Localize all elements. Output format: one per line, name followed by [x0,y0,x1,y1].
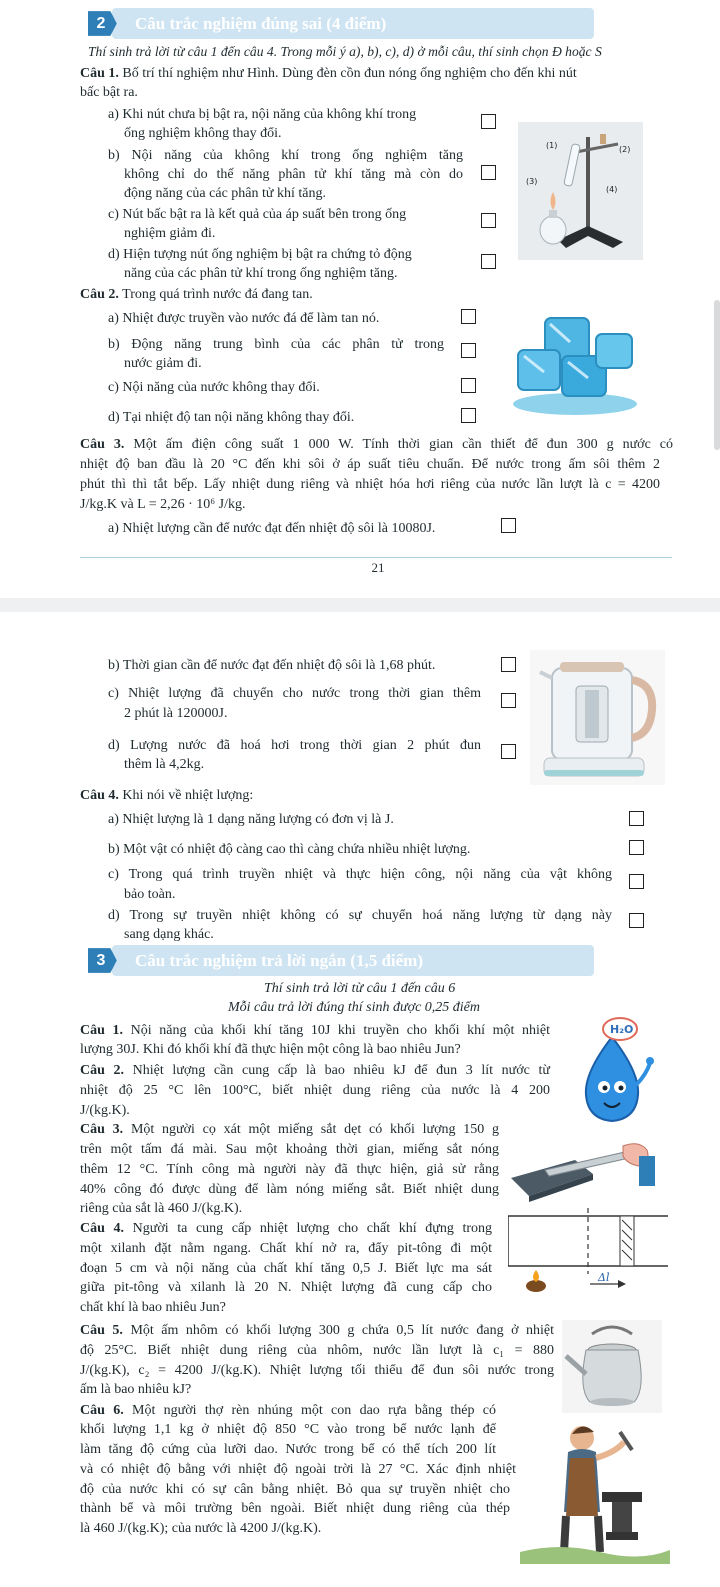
q1-a-checkbox[interactable] [481,114,496,129]
q3-option-d-cont: thêm là 4,2kg. [124,757,205,772]
h2o-label: H₂O [610,1023,634,1036]
blacksmith-figure [520,1412,670,1564]
section-3-instruction-2: Mỗi câu trả lời đúng thí sinh được 0,25 điểm [228,1000,481,1015]
q4-option-a: a) Nhiệt lượng là 1 dạng năng lượng có đơn vị là J. [108,812,394,827]
question-3-stem-4: J/kg.K và L = 2,26 · 10⁶ J/kg. [80,497,246,512]
s3-question-1-cont: lượng 30J. Khi đó khối khí đã thực hiện một công là bao nhiêu Jun? [80,1042,461,1057]
s3-question-4-cont4: chất khí là bao nhiêu Jun? [80,1300,226,1315]
s3-question-3: Câu 3. Một người cọ xát một miếng sắt dẹt có khối lượng 150 g [80,1122,500,1137]
s3-question-2-cont2: J/(kg.K). [80,1103,130,1118]
cylinder-piston-figure [508,1206,668,1298]
question-4-stem: Câu 4. Khi nói về nhiệt lượng: [80,788,254,803]
q3-option-d: d) Lượng nước đã hoá hơi trong thời gian 2 phút đun [108,738,481,753]
fig-label-3: (3) [526,177,538,186]
page-22 [0,612,720,1587]
ice-cubes-figure [510,312,640,417]
aluminum-kettle-figure [562,1320,662,1413]
q4-b-checkbox[interactable] [629,840,644,855]
q1-option-c-cont: nghiệm giảm đi. [124,226,216,241]
page-21 [0,0,720,598]
question-1-stem: Câu 1. Bố trí thí nghiệm như Hình. Dùng đèn cồn đun nóng ống nghiệm cho đến khi nút [80,66,577,81]
s3-question-3-cont3: 40% công đó được dùng để làm nóng miếng sắt. Biết nhiệt dung [80,1182,499,1197]
q3-option-b: b) Thời gian cần để nước đạt đến nhiệt độ sôi là 1,68 phút. [108,658,436,673]
section-2-title: Câu trắc nghiệm đúng sai (4 điểm) [135,14,387,33]
q1-option-d-cont: năng của các phân tử khí trong ống nghiệm tăng. [124,266,398,281]
test-tube-experiment-figure [518,122,643,260]
s3-question-6: Câu 6. Một người thợ rèn nhúng một con dao rựa bằng thép có [80,1403,497,1418]
s3-question-6-cont3: và có nhiệt độ bằng với nhiệt độ ngoài trời là 27 °C. Xác định nhiệt [80,1462,516,1477]
q4-option-d: d) Trong sự truyền nhiệt không có sự chuyển hoá năng lượng từ dạng này [108,908,612,923]
s3-question-2-cont: nhiệt độ 25 °C lên 100°C, biết nhiệt dung riêng của nước là 4 200 [80,1083,550,1098]
electric-kettle-figure [530,650,665,785]
q1-b-checkbox[interactable] [481,165,496,180]
page-footer-rule [80,557,672,558]
s3-question-3-cont2: thêm 12 °C. Tính công mà người này đã thực hiện, giả sử rằng [80,1162,499,1177]
q2-c-checkbox[interactable] [461,378,476,393]
q4-d-checkbox[interactable] [629,913,644,928]
iron-grinding-figure [505,1134,655,1206]
s3-question-6-cont5: thành bể và môi trường bên ngoài. Biết nhiệt dung riêng của thép [80,1501,510,1516]
s3-question-5-cont2: J/(kg.K), c₂ = 4200 J/(kg.K). Nhiệt lượng tối thiểu để đun sôi nước trong [80,1363,554,1378]
q1-option-b-cont: không chỉ do thế năng phân tử khí tăng mà còn do [124,167,463,182]
s3-question-1: Câu 1. Nội năng của khối khí tăng 10J khi truyền cho khối khí một nhiệt [80,1023,550,1038]
q4-a-checkbox[interactable] [629,811,644,826]
q1-option-a-cont: ống nghiệm không thay đổi. [124,126,282,141]
q4-option-b: b) Một vật có nhiệt độ càng cao thì càng chứa nhiều nhiệt lượng. [108,842,471,857]
q3-option-c-cont: 2 phút là 120000J. [124,706,228,721]
q3-c-checkbox[interactable] [501,693,516,708]
s3-question-6-cont6: là 460 J/(kg.K); của nước là 4200 J/(kg.K). [80,1521,322,1536]
q2-d-checkbox[interactable] [461,408,476,423]
section-2-number: 2 [96,15,106,32]
question-3-stem-2: nhiệt độ ban đầu là 20 °C đến khi sôi ở áp suất tiêu chuẩn. Để nước trong ấm sôi thêm 2 [80,457,660,472]
s3-question-6-cont: khối lượng 1,1 kg ở nhiệt độ 850 °C vào trong bể nước lạnh để [80,1422,496,1437]
section-3-number: 3 [96,952,106,969]
s3-question-3-cont: trên một tấm đá mài. Sau một khoảng thời gian, miếng sắt nóng [80,1142,499,1157]
question-1-stem-cont: bấc bật ra. [80,85,138,100]
scrollbar-thumb[interactable] [714,300,720,450]
section-2-instruction: Thí sinh trả lời từ câu 1 đến câu 4. Trong mỗi ý a), b), c), d) ở mỗi câu, thí sinh chọn Đ hoặc S [88,44,602,59]
q2-option-c: c) Nội năng của nước không thay đổi. [108,380,320,395]
q2-option-d: d) Tại nhiệt độ tan nội năng không thay đổi. [108,410,355,425]
fig-label-1: (1) [546,141,558,150]
s3-question-6-cont4: độ của nước khi có sự cân bằng nhiệt. Bỏ qua sự truyền nhiệt cho [80,1482,510,1497]
q3-b-checkbox[interactable] [501,657,516,672]
s3-question-4-cont: một xilanh đặt nằm ngang. Chất khí nở ra, đẩy pit-tông đi một [80,1241,492,1256]
question-3-stem: Câu 3. Một ấm điện công suất 1 000 W. Tính thời gian cần thiết để đun 300 g nước có [80,437,673,452]
s3-question-2: Câu 2. Nhiệt lượng cần cung cấp là bao nhiêu kJ để đun 3 lít nước từ [80,1063,550,1078]
section-3-instruction-1: Thí sinh trả lời từ câu 1 đến câu 6 [264,981,456,996]
section-3-title: Câu trắc nghiệm trả lời ngắn (1,5 điểm) [135,951,424,970]
q1-option-d: d) Hiện tượng nút ống nghiệm bị bật ra chứng tỏ động [108,247,412,262]
s3-question-6-cont2: làm tăng độ cứng của lưỡi dao. Nước trong bể có thể tích 200 lít [80,1442,496,1457]
delta-l-label: Δl [598,1271,610,1284]
q2-a-checkbox[interactable] [461,309,476,324]
water-drop-mascot-figure [570,1015,655,1127]
q4-option-d-cont: sang dạng khác. [124,927,214,942]
q1-option-b-cont2: động năng của các phân tử khí tăng. [124,186,326,201]
q3-a-checkbox[interactable] [501,518,516,533]
s3-question-5-cont: độ 25°C. Biết nhiệt dung riêng của nhôm, nước lần lượt là c₁ = 880 [80,1343,554,1358]
q4-option-c: c) Trong quá trình truyền nhiệt và thực hiện công, nội năng của vật không [108,867,612,882]
q4-c-checkbox[interactable] [629,874,644,889]
q4-option-c-cont: bảo toàn. [124,887,176,902]
s3-question-4-cont2: đoạn 5 cm và nội năng của chất khí tăng 0,5 J. Biết lực ma sát [80,1261,492,1276]
question-3-stem-3: phút thì thì tắt bếp. Lấy nhiệt dung riêng và nhiệt hóa hơi riêng của nước lần lượt là c = 4200 [80,477,660,492]
q1-option-c: c) Nút bấc bật ra là kết quả của áp suất bên trong ống [108,207,407,222]
s3-question-5: Câu 5. Một ấm nhôm có khối lượng 300 g chứa 0,5 lít nước đang ở nhiệt [80,1323,555,1338]
page-number: 21 [371,560,385,575]
q1-d-checkbox[interactable] [481,254,496,269]
q2-option-b-cont: nước giảm đi. [124,356,202,371]
question-2-stem: Câu 2. Trong quá trình nước đá đang tan. [80,287,313,302]
s3-question-4-cont3: giữa pit-tông và xilanh là 20 N. Nhiệt lượng đã cung cấp cho [80,1280,492,1295]
q2-b-checkbox[interactable] [461,343,476,358]
q3-option-a: a) Nhiệt lượng cần để nước đạt đến nhiệt độ sôi là 10080J. [108,521,436,536]
q1-option-a: a) Khi nút chưa bị bật ra, nội năng của không khí trong [108,107,417,122]
s3-question-3-cont4: riêng của sắt là 460 J/(kg.K). [80,1201,243,1216]
q1-c-checkbox[interactable] [481,213,496,228]
fig-label-4: (4) [606,185,618,194]
q3-d-checkbox[interactable] [501,744,516,759]
q1-option-b: b) Nội năng của không khí trong ống nghiệm tăng [108,148,463,163]
fig-label-2: (2) [619,145,631,154]
q2-option-b: b) Động năng trung bình của các phân tử trong [108,337,444,352]
page-separator [0,598,720,612]
s3-question-4: Câu 4. Người ta cung cấp nhiệt lượng cho chất khí đựng trong [80,1221,492,1236]
s3-question-5-cont3: ấm là bao nhiêu kJ? [80,1382,192,1397]
q3-option-c: c) Nhiệt lượng đã chuyển cho nước trong thời gian thêm [108,686,481,701]
q2-option-a: a) Nhiệt được truyền vào nước đá để làm tan nó. [108,311,380,326]
